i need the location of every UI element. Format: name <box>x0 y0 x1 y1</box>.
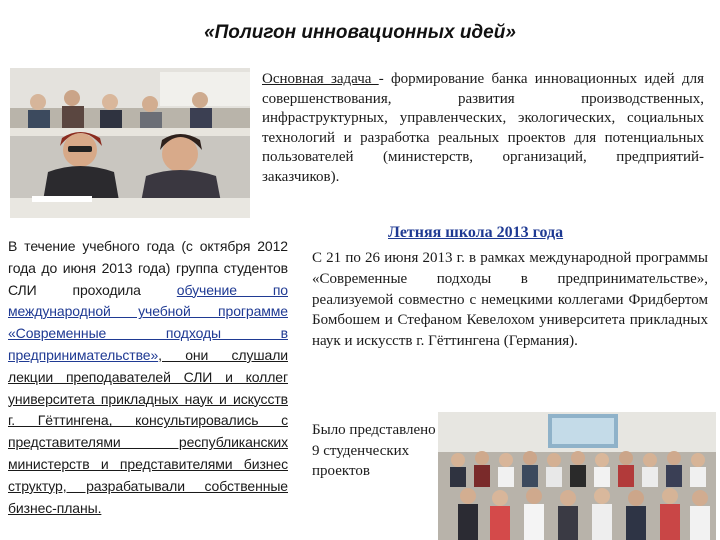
summer-school-paragraph: С 21 по 26 июня 2013 г. в рамках международной программы «Современные подходы в предпринимательстве», реализуемой совместно с немецкими коллегами Фридбертом Бомбошем и Стефаном Кевелохом университета прикладных наук и искусств г. Гёттингена (Германия). <box>312 250 708 350</box>
training-program-paragraph <box>8 236 288 519</box>
main-task-text: - формирование банка инновационных идей для совершенствования, развития производственных, инфраструктурных, управленческих, экологических, социальных технологий и разработка реальных проектов для потенциальных пользователей (министерств, организаций, предприятий-заказчиков). <box>262 71 704 185</box>
training-program-link[interactable]: обучение по международной учебной программе «Современные подходы в предпринимательстве» <box>8 281 288 363</box>
slide-title: «Полигон инновационных идей» <box>204 22 516 43</box>
main-task-label: Основная задача <box>262 71 379 87</box>
classroom-photo-image <box>10 68 250 218</box>
classroom-photo <box>10 68 250 218</box>
group-photo <box>438 412 716 540</box>
training-text-part1: В течение учебного года (с октября 2012 года до июня 2013 года) группа студентов СЛИ проходила <box>8 238 288 298</box>
projects-note: Было представлено 9 студенческих проектов <box>312 422 436 479</box>
summer-school-heading: Летняя школа 2013 года <box>388 224 564 241</box>
group-photo-image <box>438 412 716 540</box>
training-text-part2: , они слушали лекции преподавателей СЛИ и коллег университета прикладных наук и искусств г. Гёттингена, консультировались с представителями республиканских министерств и представителями бизнес структур, разрабатывали собственные бизнес-планы. <box>8 346 288 516</box>
main-task-paragraph <box>262 70 704 188</box>
